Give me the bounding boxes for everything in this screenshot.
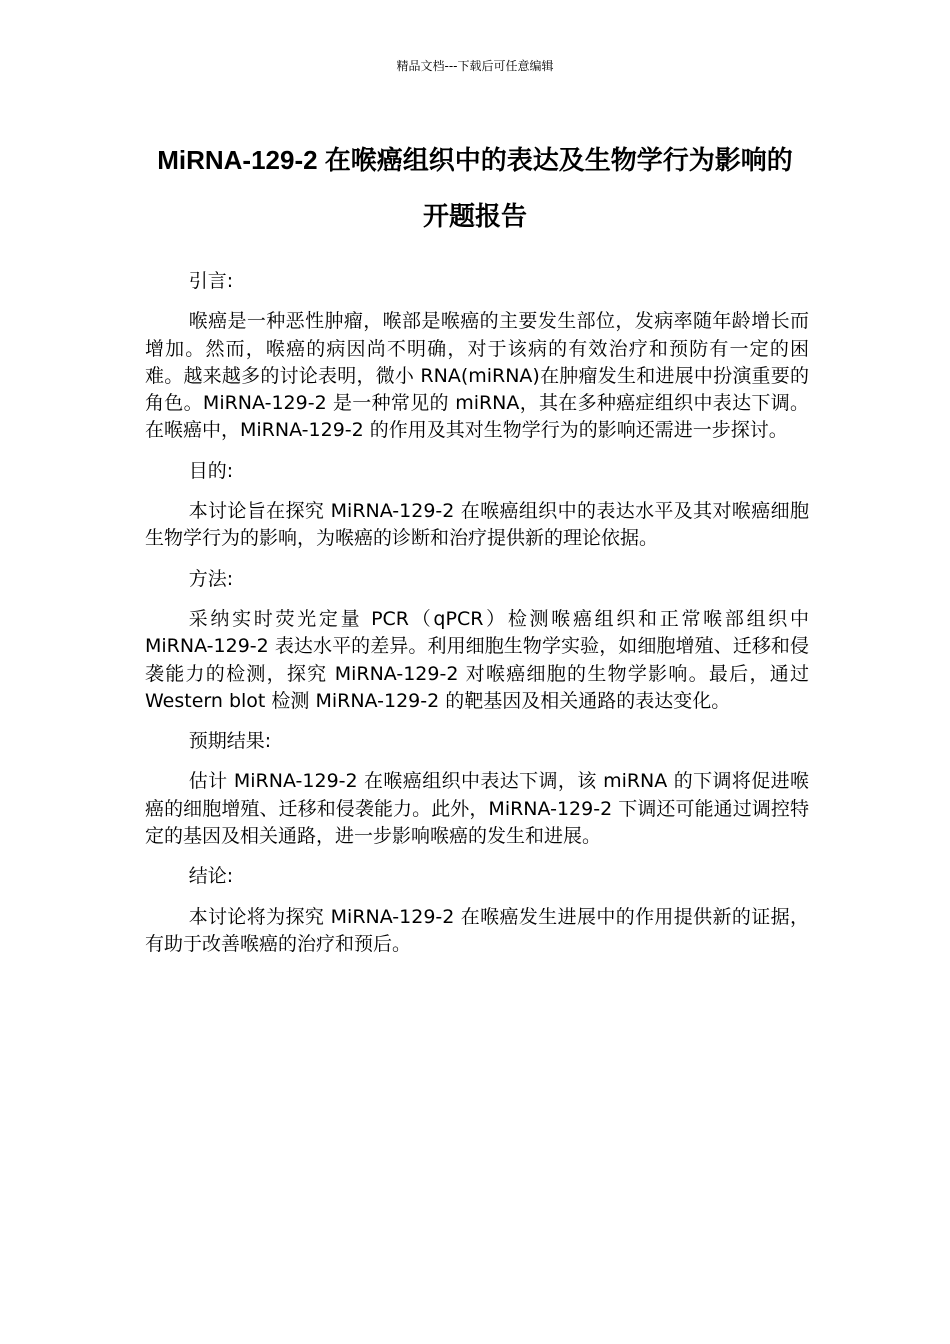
document-title: MiRNA-129-2 在喉癌组织中的表达及生物学行为影响的开题报告 [157, 145, 793, 231]
section-heading-expected: 预期结果: [188, 730, 272, 753]
section-text-intro: 喉癌是一种恶性肿瘤，喉部是喉癌的主要发生部位，发病率随年龄增长而增加。然而，喉癌的病因尚不明确，对于该病的有效治疗和预防有一定的困难。越来越多的讨论表明，微小 RNA(miRNA)在肿瘤发生和进展中扮演重要的角色。MiRNA-129-2 是一种常见的 miRNA，其在多种癌症组织中表达下调。在喉癌中，MiRNA-129-2 的作用及其对生物学行为的影响还需进一步探讨。 [145, 310, 809, 442]
header-note: 精品文档---下载后可任意编辑 [396, 59, 554, 73]
section-heading-intro: 引言: [188, 270, 234, 292]
section-heading-conclusion: 结论: [188, 865, 234, 888]
section-heading-method: 方法: [188, 567, 234, 590]
section-heading-purpose: 目的: [188, 459, 234, 482]
section-text-conclusion: 本讨论将为探究 MiRNA-129-2 在喉癌发生进展中的作用提供新的证据，有助于改善喉癌的治疗和预后。 [145, 905, 809, 955]
section-text-expected: 估计 MiRNA-129-2 在喉癌组织中表达下调，该 miRNA 的下调将促进喉癌的细胞增殖、迁移和侵袭能力。此外，MiRNA-129-2 下调还可能通过调控特定的基因及相关通路，进一步影响喉癌的发生和进展。 [145, 770, 809, 848]
section-text-method: 采纳实时荧光定量 PCR（qPCR）检测喉癌组织和正常喉部组织中 MiRNA-129-2 表达水平的差异。利用细胞生物学实验，如细胞增殖、迁移和侵袭能力的检测，探究 MiRNA-129-2 对喉癌细胞的生物学影响。最后，通过 Western blot 检测 MiRNA-129-2 的靶基因及相关通路的表达变化。 [145, 607, 809, 712]
document-body [145, 268, 809, 971]
section-text-purpose: 本讨论旨在探究 MiRNA-129-2 在喉癌组织中的表达水平及其对喉癌细胞生物学行为的影响，为喉癌的诊断和治疗提供新的理论依据。 [145, 500, 809, 550]
